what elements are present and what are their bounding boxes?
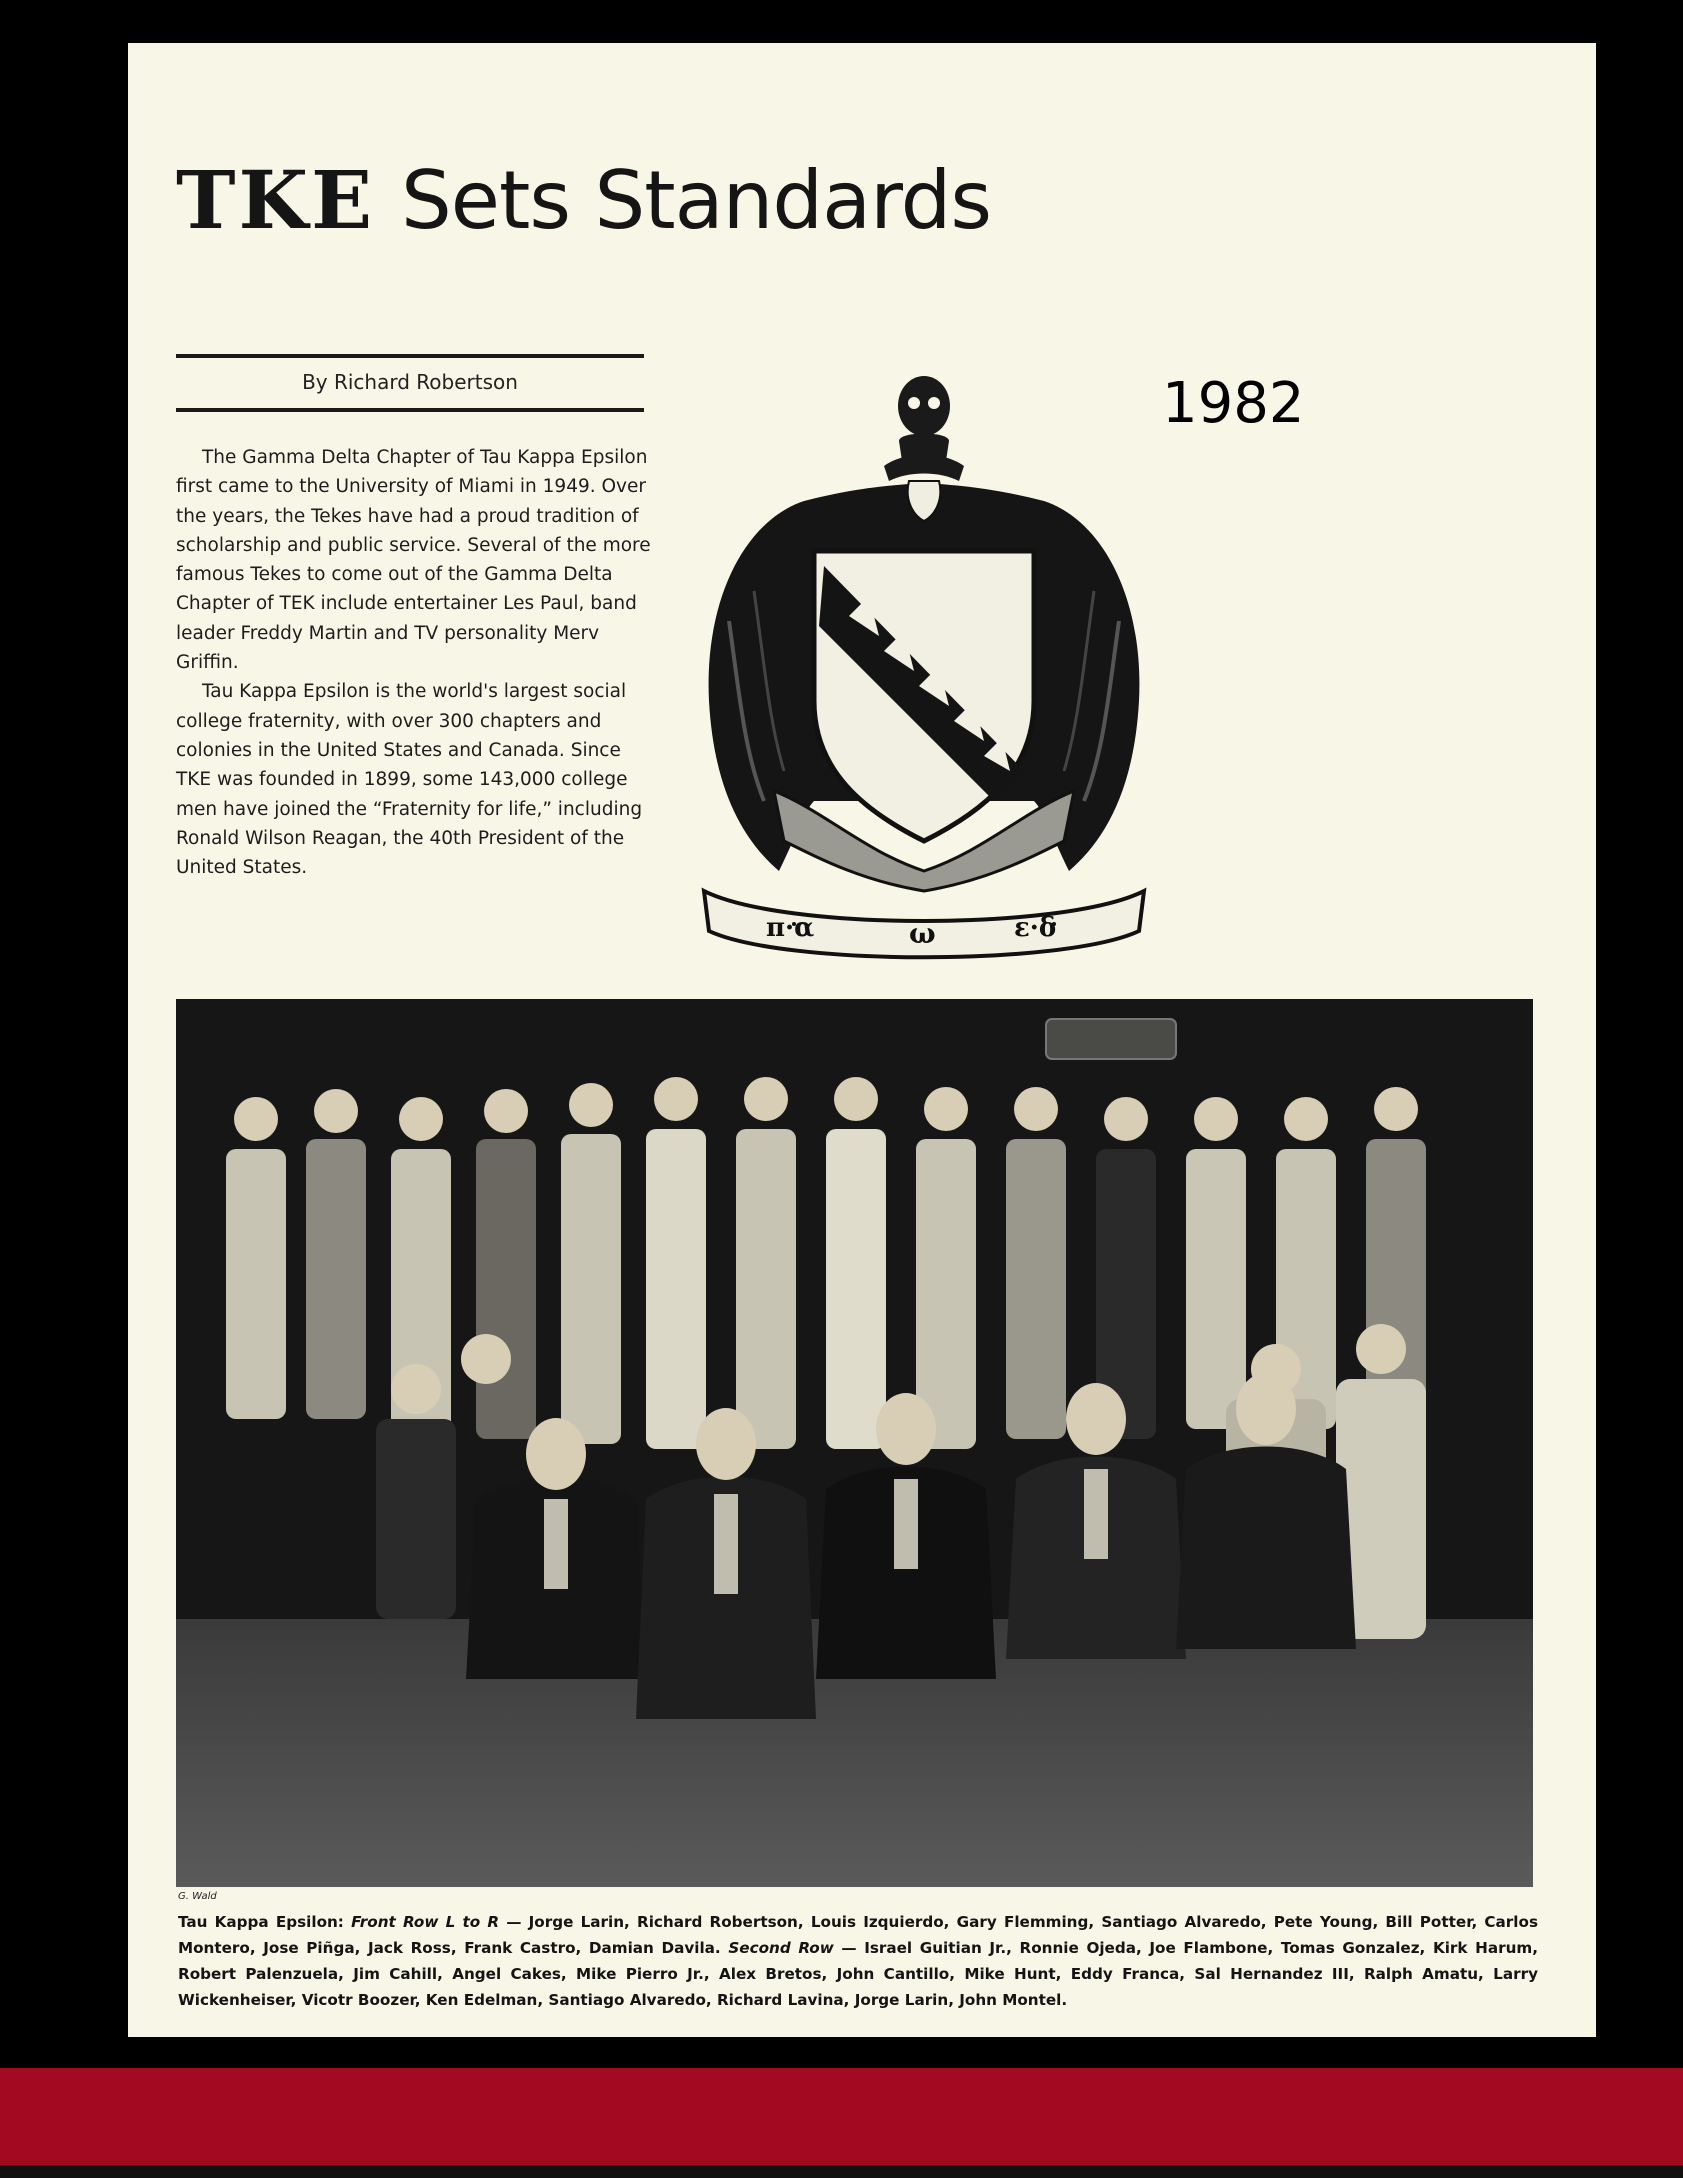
second-row-label: Second Row — [728, 1939, 834, 1957]
title-rest: Sets Standards — [400, 154, 992, 247]
crest-banner-middle: ω — [909, 917, 936, 950]
second-row-names: — Israel Guitian Jr., Ronnie Ojeda, Joe Flambone, Tomas Gonzalez, Kirk Harum, Robert Palenzuela, Jim Cahill, Angel Cakes, Mike Pierro Jr., Alex Bretos, John Cantillo, Mike Hunt, Eddy Franca, Sal Hernandez III, Ralph Amatu, Larry Wickenheiser, Vicotr Boozer, Ken Edelman, Santiago Alvaredo, Richard Lavina, Jorge Larin, John Montel. — [178, 1939, 1538, 2009]
caption-lead: Tau Kappa Epsilon: — [178, 1913, 344, 1931]
yearbook-page — [128, 43, 1596, 2037]
article-title — [176, 153, 991, 247]
year-label: 1982 — [1162, 371, 1305, 436]
byline-rule-bottom — [176, 408, 644, 412]
byline-rule-top — [176, 354, 644, 358]
crest-banner-right: ε·δ — [1014, 913, 1057, 943]
group-photo — [176, 999, 1533, 1887]
byline: By Richard Robertson — [302, 370, 518, 394]
crest-banner-left: π·α — [766, 913, 815, 943]
article-body — [176, 443, 654, 882]
footer-dark-strip — [0, 2165, 1683, 2178]
title-abbrev: TKE — [176, 153, 376, 247]
photo-caption — [178, 1909, 1538, 2013]
paragraph-2: Tau Kappa Epsilon is the world's largest social college fraternity, with over 300 chapters and colonies in the United States and Canada. Since TKE was founded in 1899, some 143,000 college men have joined the “Fraternity for life,” including Ronald Wilson Reagan, the 40th President of the United States. — [176, 681, 643, 879]
front-row-label: Front Row L to R — [351, 1913, 500, 1931]
front-row-names: — Jorge Larin, Richard Robertson, Louis Izquierdo, Gary Flemming, Santiago Alvaredo, Pete Young, Bill Potter, Carlos Montero, Jose Piñga, Jack Ross, Frank Castro, Damian Davila. — [178, 1913, 1538, 1957]
photo-credit: G. Wald — [178, 1891, 217, 1902]
fraternity-crest-image — [684, 371, 1164, 971]
footer-red-band — [0, 2068, 1683, 2165]
paragraph-1: The Gamma Delta Chapter of Tau Kappa Epsilon first came to the University of Miami in 1949. Over the years, the Tekes have had a proud tradition of scholarship and public service. Several of the more famous Tekes to come out of the Gamma Delta Chapter of TEK include entertainer Les Paul, band leader Freddy Martin and TV personality Merv Griffin. — [176, 447, 651, 674]
